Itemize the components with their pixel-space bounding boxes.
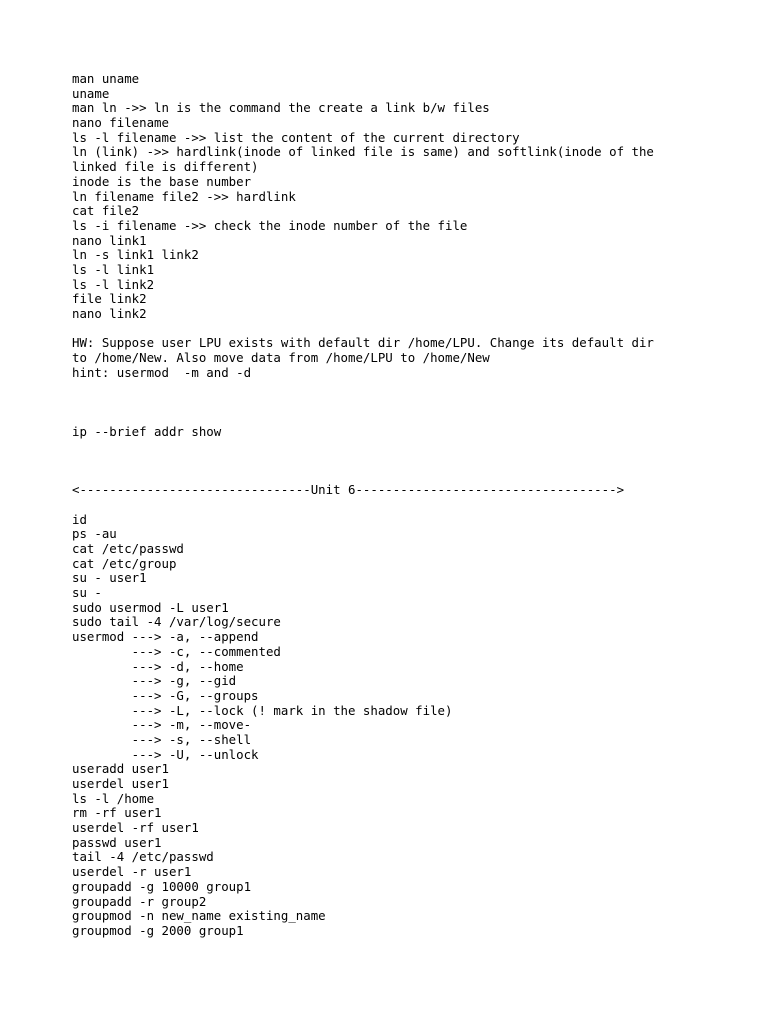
- text-line: usermod ---> -a, --append: [72, 629, 259, 645]
- text-line: id: [72, 511, 87, 527]
- blank-line: [72, 454, 692, 469]
- text-line: rm -rf user1: [72, 805, 162, 821]
- text-line: ---> -c, --commented: [72, 643, 281, 659]
- text-line: uname: [72, 85, 110, 101]
- text-line: groupmod -n new_name existing_name: [72, 908, 326, 924]
- text-line: ls -l link2: [72, 276, 155, 292]
- blank-line: [72, 498, 692, 513]
- unit-divider: <-------------------------------Unit 6----------------------------------->: [72, 482, 625, 498]
- blank-line: [72, 439, 692, 454]
- text-line: ln (link) ->> hardlink(inode of linked file is same) and softlink(inode of the: [72, 144, 654, 160]
- text-line: tail -4 /etc/passwd: [72, 849, 214, 865]
- text-line: su -: [72, 585, 102, 601]
- command-notes-block: [72, 72, 692, 322]
- text-line: nano filename: [72, 115, 169, 131]
- text-line: nano link2: [72, 306, 147, 321]
- text-line: sudo tail -4 /var/log/secure: [72, 614, 281, 630]
- text-line: cat file2: [72, 203, 140, 219]
- homework-line: hint: usermod -m and -d: [72, 364, 252, 380]
- text-line: ---> -d, --home: [72, 658, 244, 674]
- document-page: [72, 72, 692, 939]
- unit6-commands-block: [72, 513, 692, 939]
- text-line: ls -l filename ->> list the content of the current directory: [72, 129, 520, 145]
- blank-line: [72, 322, 692, 337]
- text-line: cat /etc/passwd: [72, 541, 184, 556]
- homework-line: HW: Suppose user LPU exists with default dir /home/LPU. Change its default dir: [72, 335, 654, 351]
- text-line: groupmod -g 2000 group1: [72, 922, 244, 938]
- text-line: ls -i filename ->> check the inode number of the file: [72, 217, 468, 233]
- text-line: ls -l /home: [72, 790, 155, 806]
- text-line: ls -l link1: [72, 261, 155, 277]
- homework-block: [72, 336, 692, 380]
- text-line: userdel user1: [72, 776, 169, 791]
- text-line: man uname: [72, 71, 140, 86]
- text-line: ---> -s, --shell: [72, 731, 252, 747]
- text-line: ---> -g, --gid: [72, 673, 237, 689]
- homework-line: to /home/New. Also move data from /home/LPU to /home/New: [72, 350, 490, 366]
- text-line: passwd user1: [72, 834, 162, 850]
- blank-line: [72, 469, 692, 484]
- text-line: ln -s link1 link2: [72, 247, 199, 263]
- text-line: linked file is different): [72, 159, 259, 175]
- text-line: nano link1: [72, 232, 147, 248]
- text-line: ln filename file2 ->> hardlink: [72, 188, 296, 204]
- text-line: userdel -r user1: [72, 864, 192, 880]
- text-line: useradd user1: [72, 761, 169, 777]
- blank-line: [72, 380, 692, 395]
- text-line: ---> -m, --move-: [72, 717, 252, 733]
- text-line: ---> -U, --unlock: [72, 746, 259, 762]
- text-line: ---> -G, --groups: [72, 687, 259, 703]
- text-line: su - user1: [72, 570, 147, 586]
- text-line: man ln ->> ln is the command the create a link b/w files: [72, 100, 490, 116]
- blank-line: [72, 395, 692, 410]
- text-line: file link2: [72, 291, 147, 307]
- ip-command-line: ip --brief addr show: [72, 423, 222, 439]
- text-line: userdel -rf user1: [72, 820, 199, 836]
- text-line: sudo usermod -L user1: [72, 599, 229, 615]
- text-line: ---> -L, --lock (! mark in the shadow file): [72, 702, 453, 718]
- text-line: groupadd -r group2: [72, 893, 207, 909]
- text-line: inode is the base number: [72, 173, 252, 189]
- text-line: groupadd -g 10000 group1: [72, 878, 252, 894]
- text-line: cat /etc/group: [72, 555, 177, 571]
- text-line: ps -au: [72, 526, 117, 542]
- blank-line: [72, 410, 692, 425]
